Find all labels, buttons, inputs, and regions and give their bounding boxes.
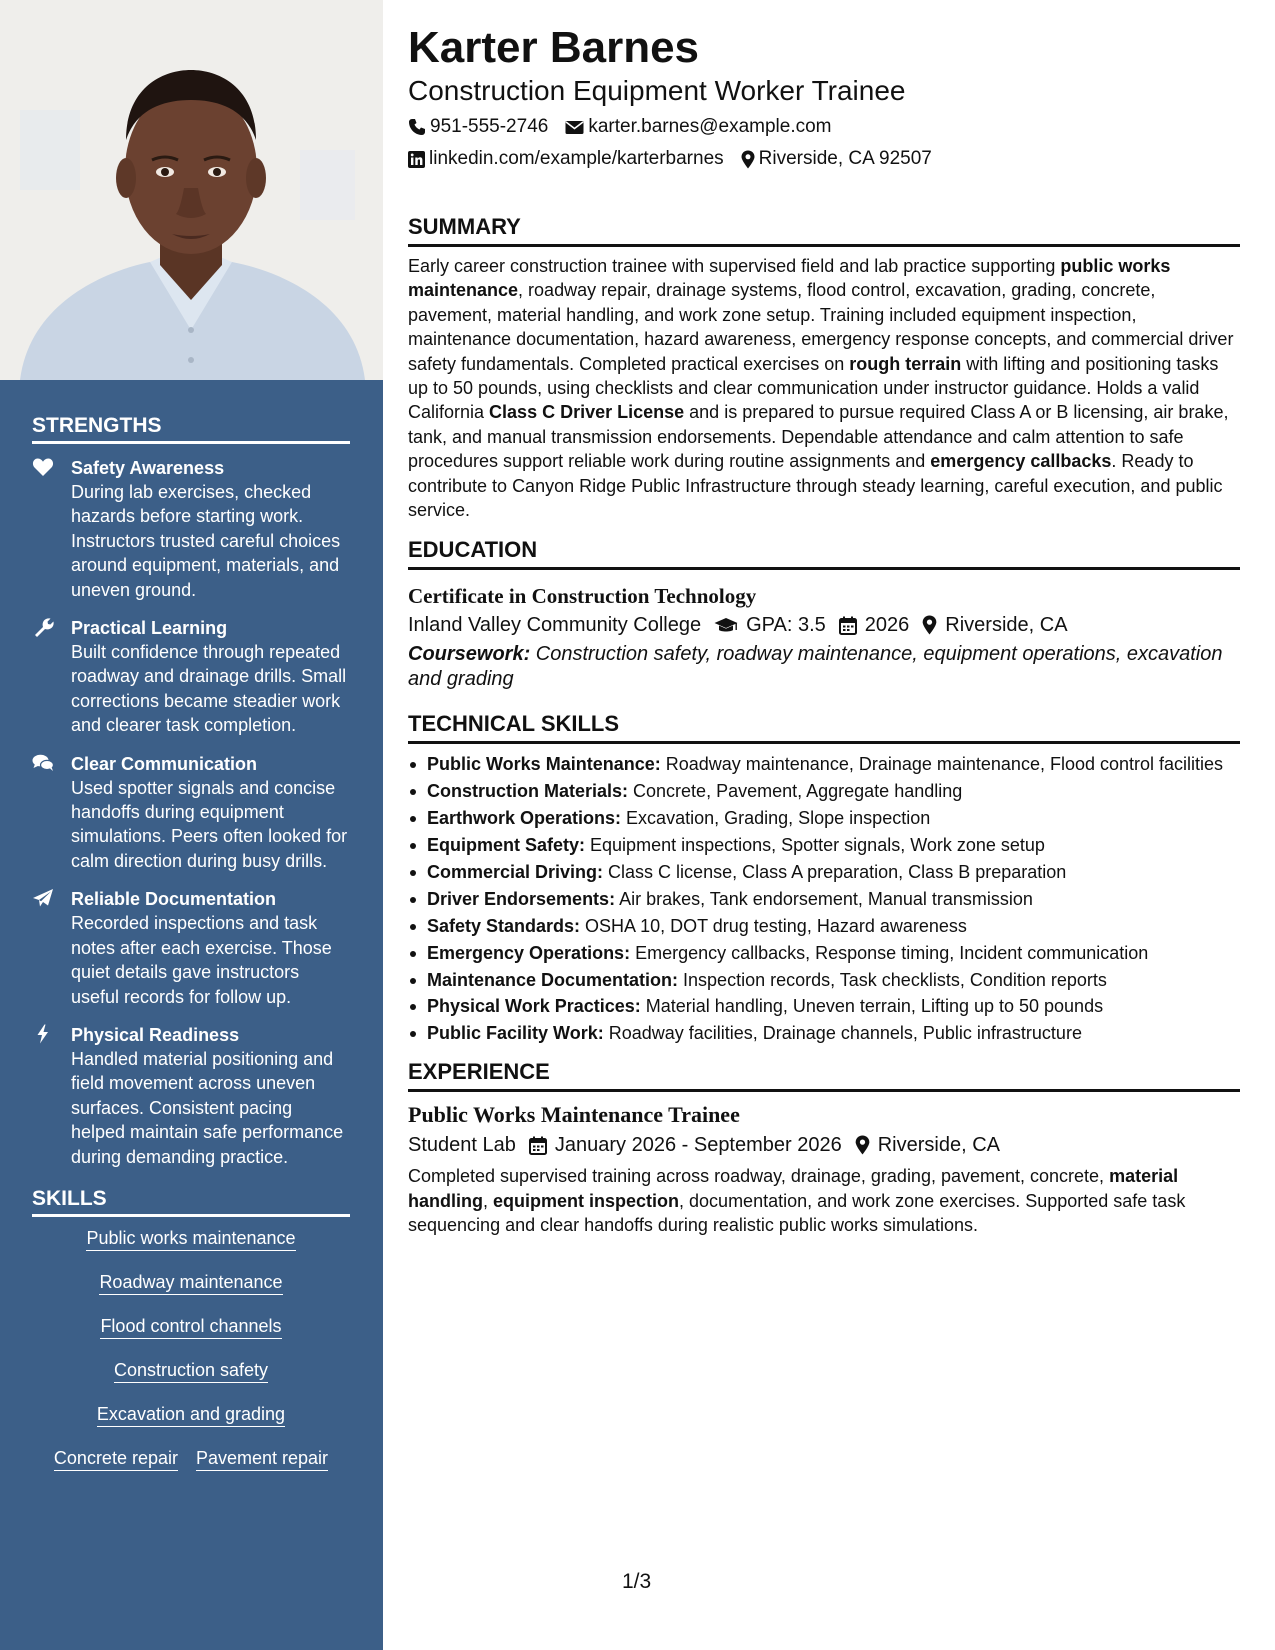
strength-title: Practical Learning — [71, 618, 228, 639]
sidebar-content — [32, 380, 350, 1471]
experience-segment: Completed supervised training across roadway, drainage, grading, pavement, concrete, — [408, 1166, 1110, 1187]
skill-category: Public Works Maintenance: — [427, 754, 661, 775]
skill-category: Equipment Safety: — [427, 835, 586, 856]
skill-category: Public Facility Work: — [427, 1023, 604, 1044]
coursework-text: Construction safety, roadway maintenance, equipment operations, excavation and grading — [408, 643, 1223, 690]
summary-highlight: emergency callbacks — [930, 451, 1112, 472]
job-title: Construction Equipment Worker Trainee — [408, 75, 906, 106]
dates-item — [529, 1130, 842, 1160]
list-item — [408, 941, 1240, 965]
strength-item — [32, 752, 350, 874]
map-pin-icon — [922, 615, 937, 635]
summary-heading: SUMMARY — [408, 213, 1240, 247]
summary-segment: and is prepared to pursue required Class A or B licensing, air brake, tank, and manual transmission endorsements. Dependable attendance and calm attention to safe procedures support reliable work during routine assignments and — [408, 402, 1229, 472]
strength-item — [32, 1023, 350, 1169]
paper-plane-icon — [32, 888, 54, 908]
calendar-icon — [529, 1136, 547, 1155]
main-content — [408, 22, 1240, 1238]
summary-segment: , roadway repair, drainage systems, flood control, excavation, grading, concrete, pavement, material handling, and work zone setup. Training included equipment inspection, maintenance documentation, hazard awareness, emergency response concepts, and commercial driver safety fundamentals. Completed practical exercises on — [408, 280, 1234, 374]
profile-photo — [0, 0, 383, 380]
phone-contact[interactable] — [408, 111, 548, 143]
education-location: Riverside, CA — [945, 614, 1068, 637]
skill-tag: Roadway maintenance — [99, 1271, 282, 1295]
summary-highlight: rough terrain — [849, 353, 962, 374]
summary-text — [408, 254, 1240, 522]
skill-category: Physical Work Practices: — [427, 996, 641, 1017]
summary-highlight: Class C Driver License — [489, 402, 685, 423]
skill-tag: Flood control channels — [100, 1315, 281, 1339]
calendar-icon — [839, 616, 857, 635]
skill-values: Roadway facilities, Drainage channels, Public infrastructure — [603, 1023, 1082, 1044]
email-contact[interactable] — [565, 111, 831, 143]
list-item — [408, 994, 1240, 1018]
skill-tag: Public works maintenance — [86, 1227, 295, 1251]
strengths-heading: STRENGTHS — [32, 414, 350, 444]
strength-description: Recorded inspections and task notes after each exercise. Those quiet details gave instructors useful records for follow up. — [71, 913, 332, 1007]
contact-row-2 — [408, 143, 1240, 175]
school-name: Inland Valley Community College — [408, 614, 702, 637]
experience-heading: EXPERIENCE — [408, 1058, 1240, 1092]
skill-values: Inspection records, Task checklists, Condition reports — [678, 969, 1107, 990]
experience-segment: , — [483, 1190, 494, 1211]
degree-title: Certificate in Construction Technology — [408, 584, 757, 609]
graduation-year: 2026 — [864, 614, 910, 637]
contact-row — [408, 111, 1240, 143]
page-number: 1/3 — [622, 1570, 652, 1593]
year-item — [839, 610, 910, 640]
coursework-label: Coursework: — [408, 643, 531, 666]
sidebar — [0, 0, 383, 1650]
technical-skills-list — [408, 752, 1240, 1045]
skill-values: OSHA 10, DOT drug testing, Hazard awareness — [580, 915, 967, 936]
strength-description: Used spotter signals and concise handoffs during equipment simulations. Peers often looked for calm direction during busy drills. — [71, 777, 348, 871]
education-meta — [408, 610, 1240, 640]
employment-dates: January 2026 - September 2026 — [554, 1134, 842, 1157]
location-text: Riverside, CA 92507 — [758, 148, 932, 169]
experience-highlight: equipment inspection — [493, 1190, 680, 1211]
skill-category: Earthwork Operations: — [427, 808, 622, 829]
candidate-name: Karter Barnes — [408, 23, 700, 72]
list-item — [408, 779, 1240, 803]
skills-heading: SKILLS — [32, 1187, 350, 1217]
strength-title: Reliable Documentation — [71, 889, 277, 910]
skill-values: Concrete, Pavement, Aggregate handling — [628, 781, 963, 802]
experience-segment: , documentation, and work zone exercises. Supported safe task sequencing and clear handoffs during realistic public works simulations. — [408, 1190, 1186, 1236]
summary-highlight: public works maintenance — [408, 256, 1171, 301]
experience-location-item — [855, 1130, 1000, 1160]
graduation-cap-icon — [714, 617, 738, 634]
strength-description: Built confidence through repeated roadway and drainage drills. Small corrections became steadier work and clearer task completion. — [71, 642, 347, 736]
lightning-bolt-icon — [32, 1024, 54, 1044]
skill-category: Emergency Operations: — [427, 942, 631, 963]
skill-values: Emergency callbacks, Response timing, Incident communication — [630, 942, 1149, 963]
summary-segment: . Ready to contribute to Canyon Ridge Public Infrastructure through steady learning, careful execution, and public service. — [408, 451, 1223, 521]
list-item — [408, 752, 1240, 776]
envelope-icon — [565, 120, 584, 135]
skills-list — [32, 1227, 350, 1471]
location-contact — [741, 143, 932, 175]
summary-segment: Early career construction trainee with supervised field and lab practice supporting — [408, 256, 1061, 276]
strength-item — [32, 887, 350, 1009]
linkedin-url: linkedin.com/example/karterbarnes — [429, 148, 724, 169]
skill-tag: Construction safety — [114, 1359, 268, 1383]
list-item — [408, 806, 1240, 830]
strength-item — [32, 616, 350, 738]
employer-name: Student Lab — [408, 1134, 516, 1157]
wrench-icon — [32, 617, 54, 637]
linkedin-contact[interactable] — [408, 143, 724, 175]
education-location-item — [922, 610, 1067, 640]
chat-bubbles-icon — [32, 753, 54, 773]
gpa-item — [714, 610, 826, 640]
experience-highlight: material handling — [408, 1166, 1179, 1211]
skill-category: Driver Endorsements: — [427, 888, 616, 909]
coursework — [408, 642, 1240, 691]
map-pin-icon — [741, 150, 755, 169]
experience-description — [408, 1164, 1240, 1237]
phone-number: 951-555-2746 — [430, 116, 549, 137]
map-pin-icon — [855, 1135, 870, 1155]
experience-location: Riverside, CA — [877, 1134, 1000, 1157]
strength-description: Handled material positioning and field movement across uneven surfaces. Consistent pacing helped maintain safe performance during demanding practice. — [71, 1048, 344, 1167]
skill-tag: Excavation and grading — [97, 1403, 285, 1427]
list-item — [408, 887, 1240, 911]
skill-values: Roadway maintenance, Drainage maintenance, Flood control facilities — [660, 754, 1224, 775]
skill-values: Air brakes, Tank endorsement, Manual transmission — [615, 888, 1033, 909]
strength-title: Physical Readiness — [71, 1024, 240, 1045]
skill-values: Class C license, Class A preparation, Class B preparation — [603, 862, 1067, 883]
heart-icon — [32, 457, 54, 477]
list-item — [408, 968, 1240, 992]
strength-description: During lab exercises, checked hazards before starting work. Instructors trusted careful choices around equipment, materials, and uneven ground. — [71, 482, 341, 600]
skill-values: Material handling, Uneven terrain, Lifting up to 50 pounds — [640, 996, 1104, 1017]
summary-segment: with lifting and positioning tasks up to 50 pounds, using checklists and clear communication under instructor guidance. Holds a valid California — [408, 353, 1219, 423]
skill-tag: Pavement repair — [196, 1447, 328, 1471]
strength-item — [32, 456, 350, 602]
technical-skills-heading: TECHNICAL SKILLS — [408, 710, 1240, 744]
phone-icon — [408, 118, 426, 136]
skill-values: Excavation, Grading, Slope inspection — [621, 808, 931, 829]
list-item — [408, 914, 1240, 938]
skill-category: Construction Materials: — [427, 781, 629, 802]
linkedin-icon — [408, 151, 425, 168]
skill-category: Commercial Driving: — [427, 862, 604, 883]
email-address: karter.barnes@example.com — [588, 116, 832, 137]
list-item — [408, 1021, 1240, 1045]
education-heading: EDUCATION — [408, 536, 1240, 570]
skill-category: Safety Standards: — [427, 915, 581, 936]
list-item — [408, 833, 1240, 857]
job-role: Public Works Maintenance Trainee — [408, 1102, 740, 1128]
experience-meta — [408, 1130, 1240, 1160]
skill-category: Maintenance Documentation: — [427, 969, 679, 990]
skill-tag: Concrete repair — [54, 1447, 178, 1471]
skill-values: Equipment inspections, Spotter signals, Work zone setup — [585, 835, 1045, 856]
strength-title: Clear Communication — [71, 753, 258, 774]
list-item — [408, 860, 1240, 884]
gpa-text: GPA: 3.5 — [746, 614, 826, 637]
strength-title: Safety Awareness — [71, 458, 225, 478]
